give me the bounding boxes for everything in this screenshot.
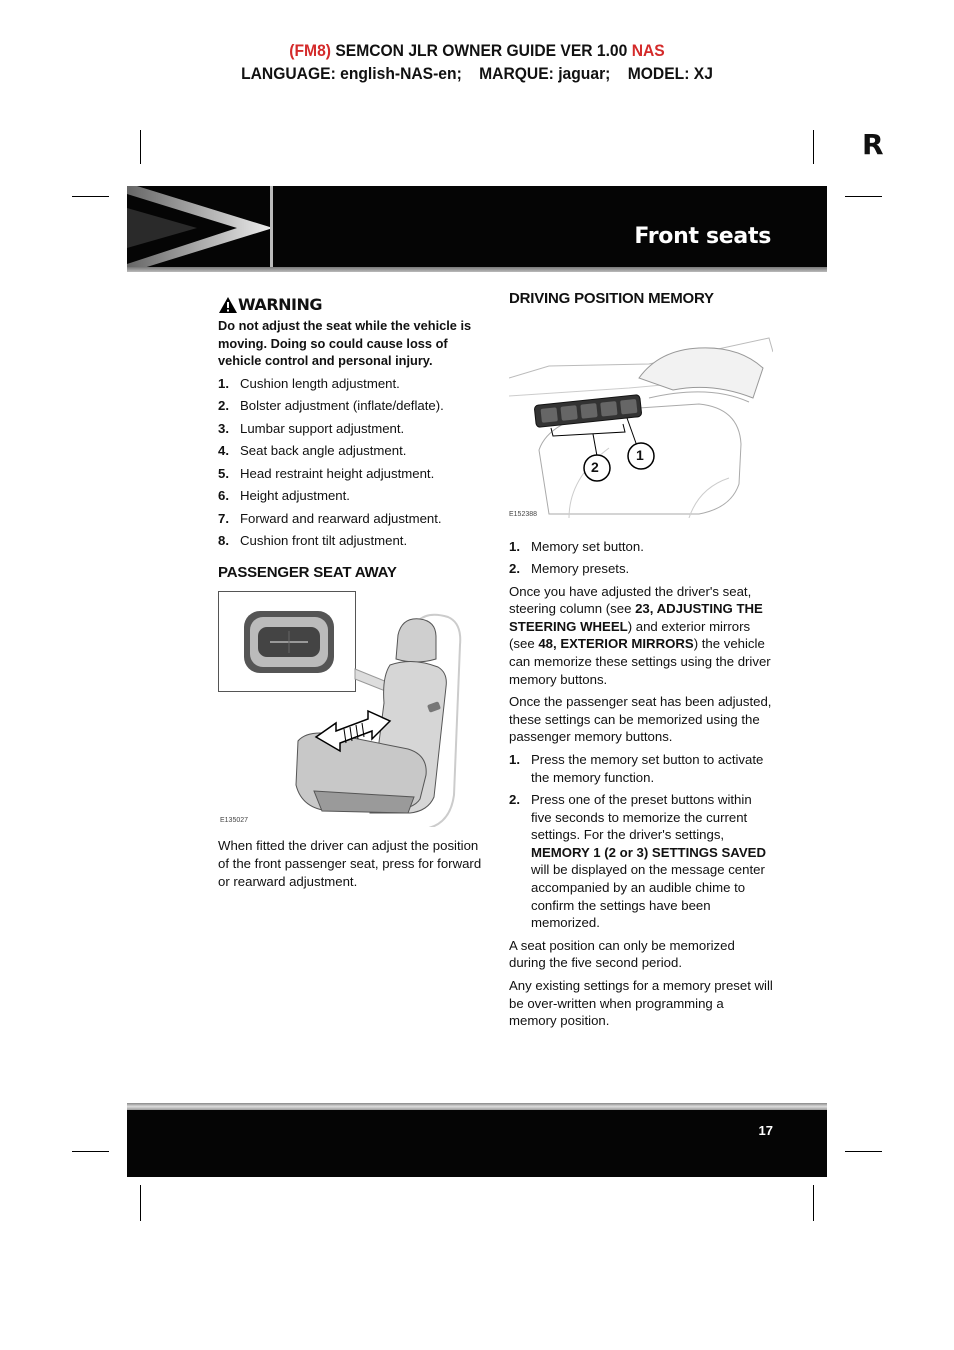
document-header-line1 bbox=[38, 41, 916, 61]
memory-paragraph-4: Any existing settings for a memory preset will be over-written when programming a memory position. bbox=[509, 977, 773, 1029]
memory-figure-list bbox=[509, 538, 773, 578]
crop-mark bbox=[72, 1151, 109, 1152]
banner-strip bbox=[127, 267, 827, 272]
warning-text: Do not adjust the seat while the vehicle is moving. Doing so could cause loss of vehicle control and personal injury. bbox=[218, 318, 472, 369]
list-item: 8. Cushion front tilt adjustment. bbox=[218, 533, 408, 549]
crop-mark bbox=[845, 1151, 882, 1152]
passenger-seat-paragraph: When fitted the driver can adjust the position of the front passenger seat, press for forward or rearward adjustment. bbox=[218, 838, 482, 889]
section-heading-memory: DRIVING POSITION MEMORY bbox=[509, 290, 714, 307]
warning-heading bbox=[218, 296, 483, 314]
crop-mark bbox=[813, 1185, 814, 1221]
list-item: 1. Cushion length adjustment. bbox=[218, 375, 400, 391]
crop-mark bbox=[845, 196, 882, 197]
page-title: Front seats bbox=[634, 224, 771, 249]
figure-code: E152388 bbox=[509, 510, 538, 518]
list-item: 1. Press the memory set button to activate the memory function. bbox=[509, 752, 764, 785]
section-banner bbox=[127, 186, 827, 272]
page-number: 17 bbox=[758, 1123, 773, 1138]
crop-mark bbox=[140, 1185, 141, 1221]
section-tab-letter: R bbox=[862, 128, 884, 161]
seat-adjustment-list bbox=[218, 375, 483, 550]
door-panel-illustration bbox=[509, 318, 773, 518]
header-code: (FM8) bbox=[289, 41, 331, 60]
header-title: SEMCON JLR OWNER GUIDE VER 1.00 bbox=[335, 41, 628, 60]
footer-strip bbox=[127, 1103, 827, 1110]
memory-steps-list bbox=[509, 751, 773, 932]
memory-paragraph-1: Once you have adjusted the driver's seat, steering column (see 23, ADJUSTING THE STEERING WHEEL) and exterior mirrors (see 48, EXTERIOR MIRRORS) the vehicle can memorize these settings using the driver memory buttons. bbox=[509, 583, 771, 687]
memory-paragraph-3: A seat position can only be memorized during the five second period. bbox=[509, 937, 735, 971]
list-item: 7. Forward and rearward adjustment. bbox=[218, 510, 442, 526]
list-item: 4. Seat back angle adjustment. bbox=[218, 443, 407, 459]
figure-code: E135027 bbox=[220, 817, 249, 825]
memory-buttons-figure bbox=[509, 318, 773, 518]
crop-mark bbox=[72, 196, 109, 197]
passenger-seat-figure bbox=[218, 591, 483, 827]
list-item: 6. Height adjustment. bbox=[218, 488, 350, 504]
list-item: 2. Press one of the preset buttons within five seconds to memorize the current settings. For the driver's settings, MEMORY 1 (2 or 3) SETTINGS SAVED will be displayed on the message center accompanied by an audible chime to confirm the settings have been memorized. bbox=[509, 792, 766, 931]
crop-mark bbox=[813, 130, 814, 164]
list-item: 3. Lumbar support adjustment. bbox=[218, 420, 405, 436]
list-item: 5. Head restraint height adjustment. bbox=[218, 465, 435, 481]
left-column bbox=[218, 296, 483, 895]
seat-illustration bbox=[218, 591, 483, 827]
list-item: 2. Bolster adjustment (inflate/deflate). bbox=[218, 398, 444, 414]
section-heading-passenger-seat: PASSENGER SEAT AWAY bbox=[218, 563, 397, 581]
callout-2: 2 bbox=[591, 458, 599, 475]
warning-triangle-icon bbox=[218, 296, 238, 314]
page-footer bbox=[127, 1103, 827, 1177]
right-column bbox=[509, 290, 773, 1035]
memory-paragraph-2: Once the passenger seat has been adjusted, these settings can be memorized using the passenger memory buttons. bbox=[509, 694, 772, 745]
callout-1: 1 bbox=[636, 446, 644, 463]
list-item: 1. Memory set button. bbox=[509, 538, 644, 554]
document-header-line2: LANGUAGE: english-NAS-en; MARQUE: jaguar; MODEL: XJ bbox=[241, 64, 713, 83]
list-item: 2. Memory presets. bbox=[509, 561, 630, 577]
crop-mark bbox=[140, 130, 141, 164]
warning-label: WARNING bbox=[238, 295, 322, 315]
chevron-graphic bbox=[127, 186, 277, 272]
header-region: NAS bbox=[631, 41, 665, 60]
